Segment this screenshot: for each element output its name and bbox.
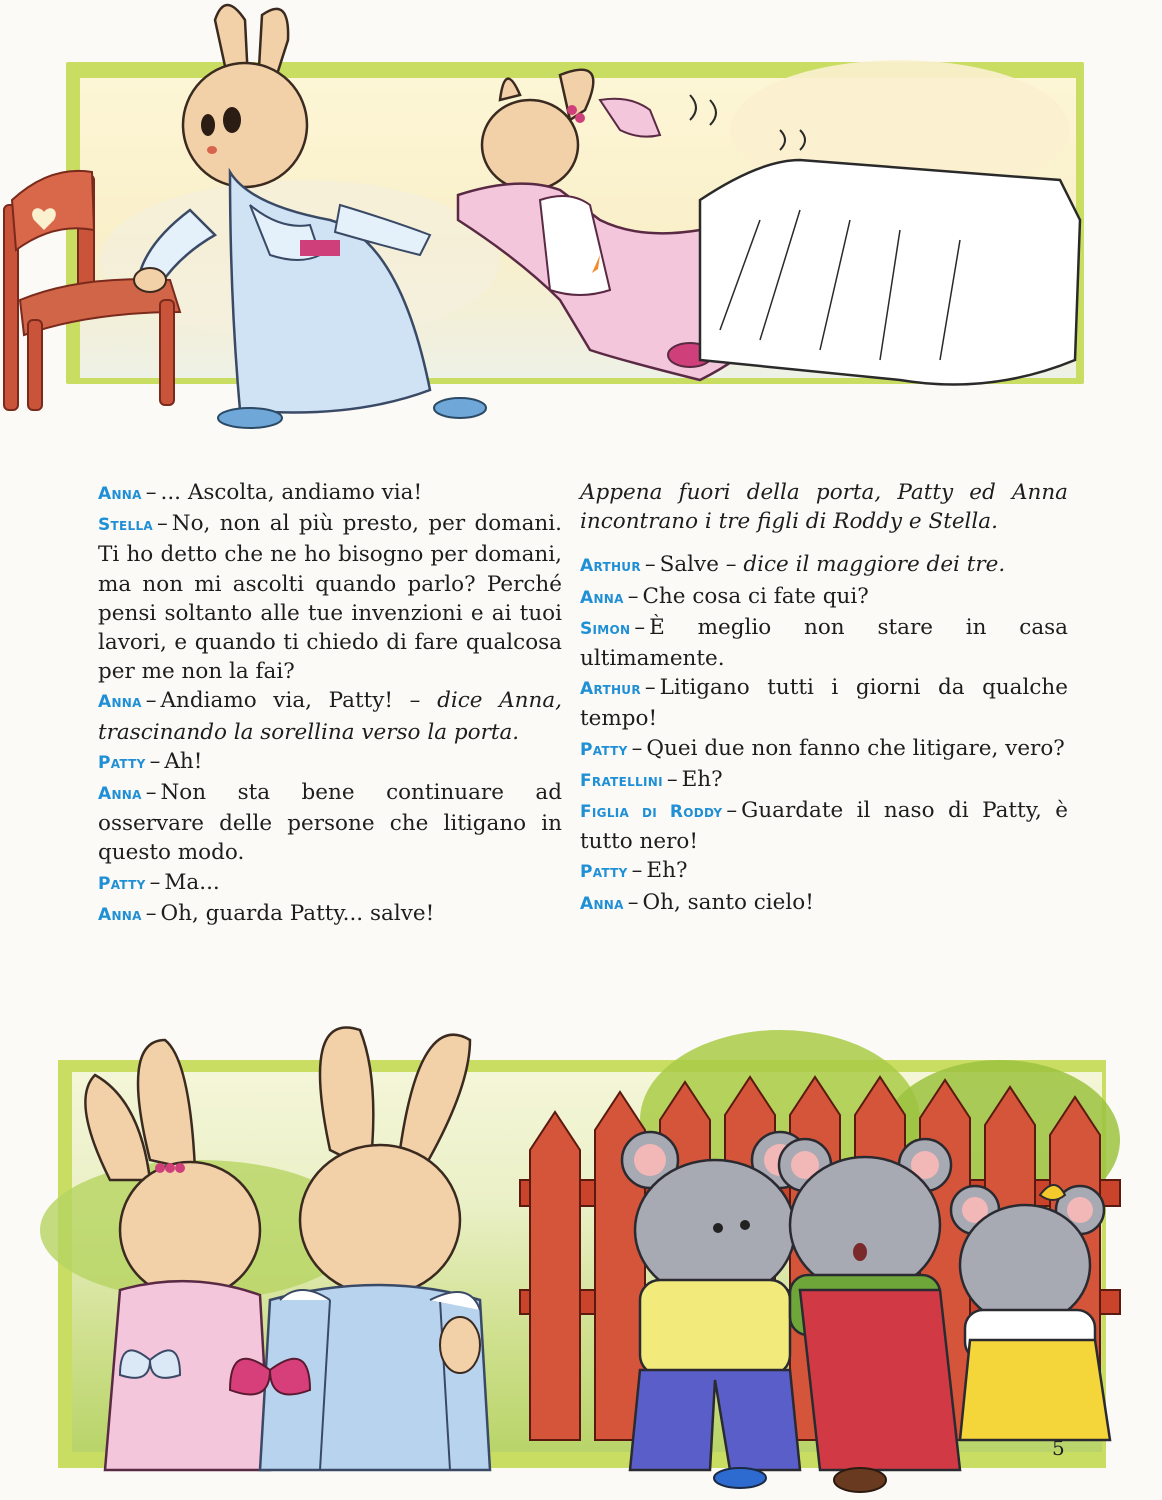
dialogue-text: Ah!	[164, 748, 203, 774]
dialogue-line: Patty – Ma...	[98, 869, 220, 895]
speaker-label: Anna	[98, 784, 142, 805]
dialogue-text: Guardate il naso di Patty, è tutto nero!	[580, 798, 1069, 855]
dialogue-line: Arthur – Salve – dice il maggiore dei tre.	[580, 552, 1006, 578]
narration-intro: Appena fuori della porta, Patty ed Anna incontrano i tre figli di Roddy e Stella.	[580, 480, 1068, 535]
dialogue-line: Arthur – Litigano tutti i giorni da qualche tempo!	[580, 675, 1068, 732]
narration-text: – dice Anna, trascinando la sorellina verso la porta.	[98, 688, 562, 745]
dialogue-text: Salve	[659, 552, 719, 578]
roddy-daughter-mouse	[951, 1185, 1110, 1440]
dialogue-line: Patty – Quei due non fanno che litigare, vero?	[580, 735, 1065, 761]
dialogue-line: Anna – Andiamo via, Patty! – dice Anna, trascinando la sorellina verso la porta.	[98, 688, 562, 745]
speaker-label: Simon	[580, 618, 631, 639]
right-text-column	[580, 478, 1068, 919]
speaker-label: Fratellini	[580, 770, 663, 791]
speaker-label: Patty	[580, 862, 628, 883]
dialogue-line: Anna – ... Ascolta, andiamo via!	[98, 480, 423, 505]
dialogue-line: Patty – Ah!	[98, 748, 203, 774]
dialogue-text: Quei due non fanno che litigare, vero?	[646, 735, 1065, 761]
arthur-mouse	[622, 1132, 808, 1488]
dialogue-text: No, non al più presto, per domani. Ti ho detto che ne ho bisogno per domani, ma non mi ascolti quando parlo? Perché pensi soltanto alle tue invenzioni e ai tuoi lavori, e quando ti chiedo di fare qualcosa per me non la fai?	[98, 511, 562, 685]
bottom-illustration	[0, 1000, 1162, 1500]
dialogue-line: Figlia di Roddy – Guardate il naso di Patty, è tutto nero!	[580, 798, 1069, 855]
speaker-label: Arthur	[580, 556, 641, 577]
speaker-label: Anna	[98, 484, 142, 504]
dialogue-text: Oh, santo cielo!	[642, 889, 814, 915]
dialogue-line: Patty – Eh?	[580, 858, 688, 884]
dialogue-line: Fratellini – Eh?	[580, 766, 723, 792]
dialogue-text: È meglio non stare in casa ultimamente.	[580, 614, 1068, 672]
dialogue-text: Che cosa ci fate qui?	[642, 583, 869, 609]
dialogue-line: Anna – Oh, guarda Patty... salve!	[98, 900, 435, 926]
dialogue-text: Eh?	[681, 766, 723, 792]
speaker-label: Anna	[98, 692, 142, 713]
dialogue-line: Anna – Non sta bene continuare ad osservare delle persone che litigano in questo modo.	[98, 780, 562, 866]
dialogue-line: Anna – Oh, santo cielo!	[580, 889, 814, 915]
dialogue-text: Litigano tutti i giorni da qualche tempo!	[580, 675, 1068, 732]
speaker-label: Arthur	[580, 679, 641, 700]
dialogue-text: Andiamo via, Patty!	[160, 688, 394, 714]
dialogue-line: Simon – È meglio non stare in casa ultimamente.	[580, 614, 1068, 672]
dialogue-line: Anna – Che cosa ci fate qui?	[580, 583, 869, 609]
dialogue-text: Eh?	[646, 858, 688, 884]
dialogue-text: Non sta bene continuare ad osservare delle persone che litigano in questo modo.	[98, 780, 562, 866]
top-illustration	[0, 0, 1162, 440]
dialogue-text: Ma...	[164, 869, 220, 895]
dialogue-text: ... Ascolta, andiamo via!	[160, 480, 423, 505]
dialogue-line: Stella – No, non al più presto, per domani. Ti ho detto che ne ho bisogno per domani, ma non mi ascolti quando parlo? Perché pensi soltanto alle tue invenzioni e ai tuoi lavori, e quando ti chiedo di fare qualcosa per me non la fai?	[98, 511, 562, 685]
speaker-label: Anna	[580, 587, 624, 608]
speaker-label: Anna	[98, 904, 142, 925]
page-number: 5	[1052, 1436, 1065, 1460]
speaker-label: Patty	[580, 739, 628, 760]
speaker-label: Anna	[580, 893, 624, 914]
narration-text: – dice il maggiore dei tre.	[725, 552, 1006, 578]
dialogue-text: Oh, guarda Patty... salve!	[160, 900, 435, 926]
speaker-label: Stella	[98, 515, 154, 536]
speaker-label: Patty	[98, 873, 146, 894]
speaker-label: Patty	[98, 752, 146, 773]
speaker-label: Figlia di Roddy	[580, 802, 723, 823]
left-text-column	[98, 478, 562, 930]
